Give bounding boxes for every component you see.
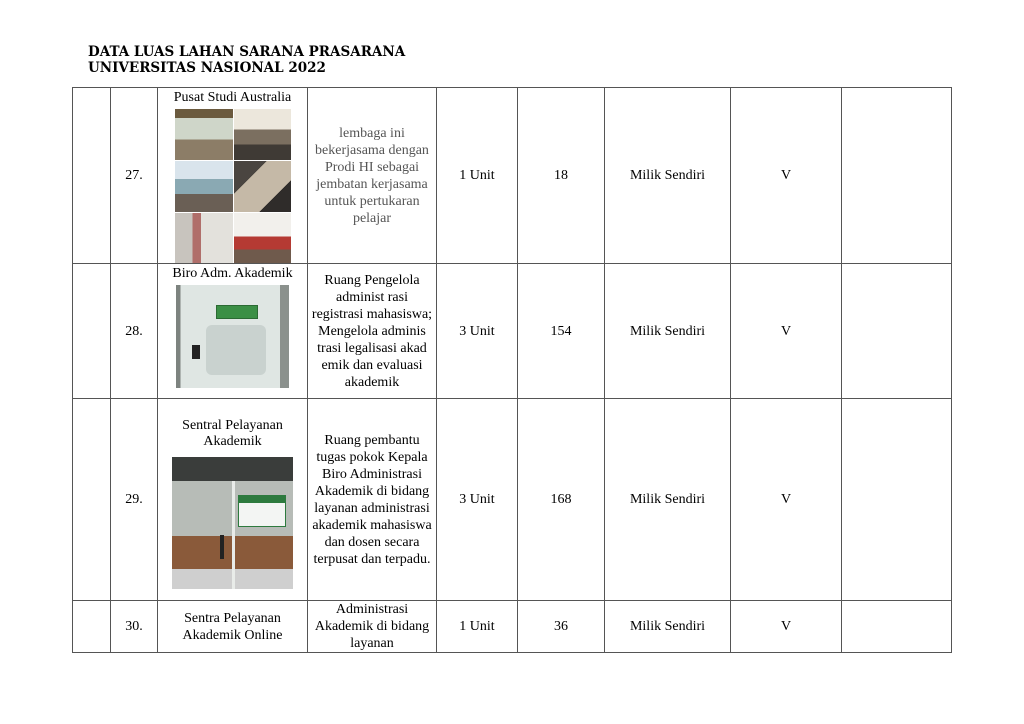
facility-cell xyxy=(158,88,308,264)
blank-cell xyxy=(842,88,952,264)
facility-quantity: 1 Unit xyxy=(437,88,518,264)
facility-name: Sentra Pelayanan Akademik Online xyxy=(158,601,308,653)
ownership-status: Milik Sendiri xyxy=(605,264,731,399)
row-number: 27. xyxy=(111,88,158,264)
facility-name: Biro Adm. Akademik xyxy=(172,266,293,281)
check-mark: V xyxy=(731,399,842,601)
facility-photo xyxy=(172,457,293,589)
document-header xyxy=(88,44,405,76)
facility-description: Administrasi Akademik di bidang layanan xyxy=(308,601,437,653)
facility-cell xyxy=(158,264,308,399)
blank-cell xyxy=(73,88,111,264)
blank-cell xyxy=(842,601,952,653)
table-row xyxy=(73,264,952,399)
row-number: 29. xyxy=(111,399,158,601)
facility-description: Ruang Pengelola administ rasi registrasi mahasiswa; Mengelola adminis trasi legalisasi akad emik dan evaluasi akademik xyxy=(308,264,437,399)
check-mark: V xyxy=(731,601,842,653)
facility-area: 18 xyxy=(518,88,605,264)
facility-photo xyxy=(176,285,289,388)
facility-description: Ruang pembantu tugas pokok Kepala Biro Administrasi Akademik di bidang layanan administrasi akademik mahasiswa dan dosen secara terpusat dan terpadu. xyxy=(308,399,437,601)
facility-table xyxy=(72,87,952,653)
facility-cell xyxy=(158,399,308,601)
table-row xyxy=(73,88,952,264)
facility-area: 168 xyxy=(518,399,605,601)
document-subtitle: UNIVERSITAS NASIONAL 2022 xyxy=(88,60,326,76)
table-row xyxy=(73,399,952,601)
facility-quantity: 3 Unit xyxy=(437,399,518,601)
facility-area: 154 xyxy=(518,264,605,399)
facility-quantity: 3 Unit xyxy=(437,264,518,399)
check-mark: V xyxy=(731,264,842,399)
blank-cell xyxy=(842,264,952,399)
table-row xyxy=(73,601,952,653)
row-number: 30. xyxy=(111,601,158,653)
blank-cell xyxy=(73,601,111,653)
ownership-status: Milik Sendiri xyxy=(605,399,731,601)
facility-photo xyxy=(175,109,291,263)
facility-name: Pusat Studi Australia xyxy=(173,90,292,105)
check-mark: V xyxy=(731,88,842,264)
document-title: DATA LUAS LAHAN SARANA PRASARANA xyxy=(88,44,406,60)
facility-name: Sentral Pelayanan Akademik xyxy=(182,418,283,449)
facility-description: lembaga ini bekerjasama dengan Prodi HI sebagai jembatan kerjasama untuk pertukaran pelajar xyxy=(308,88,437,264)
blank-cell xyxy=(73,264,111,399)
blank-cell xyxy=(73,399,111,601)
row-number: 28. xyxy=(111,264,158,399)
facility-area: 36 xyxy=(518,601,605,653)
facility-quantity: 1 Unit xyxy=(437,601,518,653)
ownership-status: Milik Sendiri xyxy=(605,88,731,264)
ownership-status: Milik Sendiri xyxy=(605,601,731,653)
blank-cell xyxy=(842,399,952,601)
